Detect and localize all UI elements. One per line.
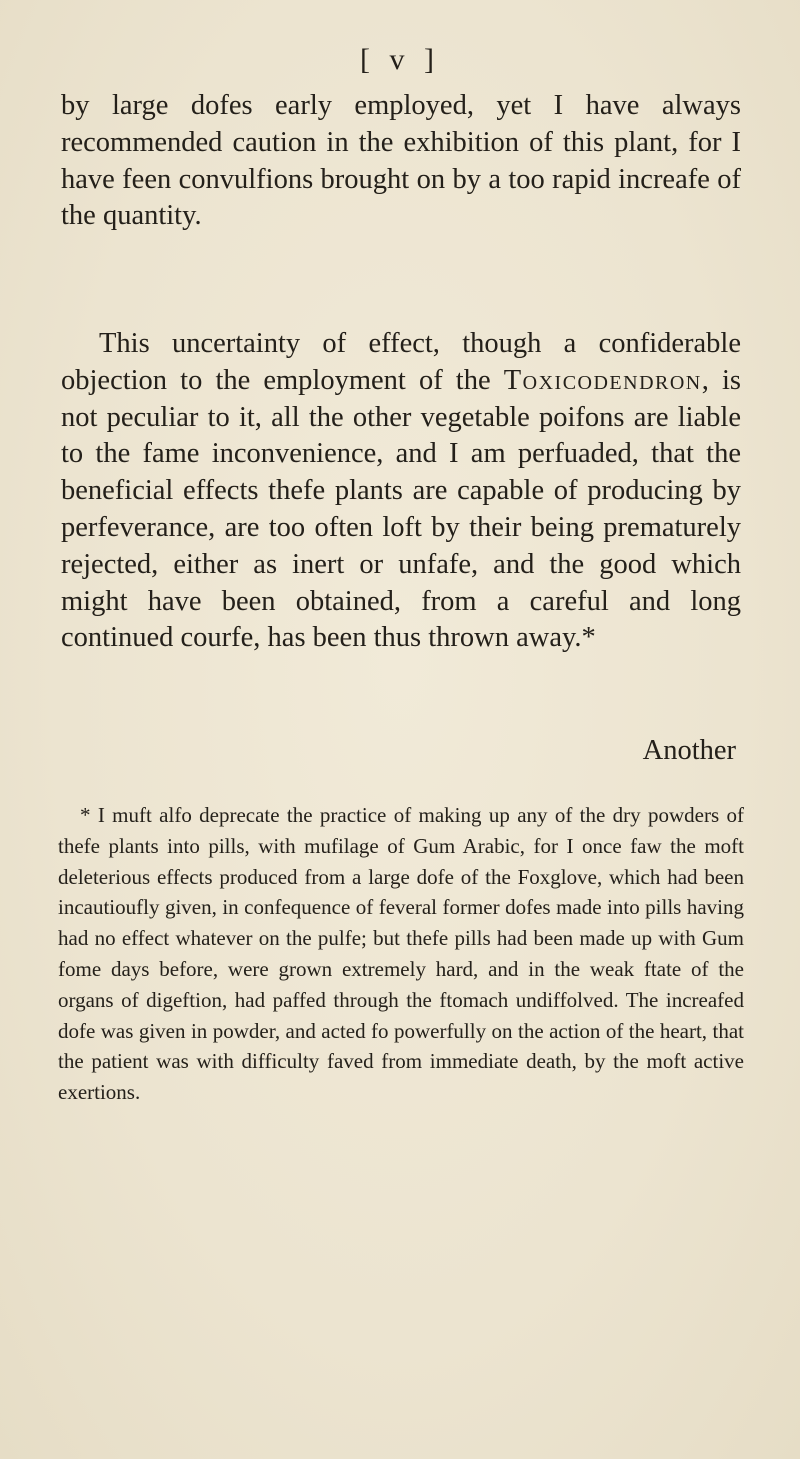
footnote: * I muft alfo deprecate the practice of making up any of the dry powders of thefe plants into pills, with mufilage of Gum Arabic, for I once faw the moft deleterious effects produced from a large dofe of the Foxglove, which had been incautioufly given, in confequence of feveral former dofes made into pills having had no effect whatever on the pulfe; but thefe pills had been made up with Gum fome days before, were grown extremely hard, and in the weak ftate of the organs of digeftion, had paffed through the ftomach undiffolved. The increafed dofe was given in powder, and acted fo powerfully on the action of the heart, that the patient was with difficulty faved from immediate death, by the moft active exertions. (58, 803, 744, 1105)
page-number: [ v ] (360, 43, 440, 76)
plant-name-smallcaps: Toxicodendron (503, 364, 702, 396)
paragraph-toxicodendron (61, 326, 741, 657)
catchword: Another (642, 735, 736, 766)
paragraph-continuation: by large dofes early employed, yet I have always recommended caution in the exhibition of this plant, for I have feen convulfions brought on by a too rapid increafe of the quantity. (61, 90, 741, 232)
paragraph-text-end: , is not peculiar to it, all the other vegetable poifons are liable to the fame inconvenience, and I am perfuaded, that the beneficial effects thefe plants are capable of producing by perfeverance, are too often loft by their being prematurely rejected, either as inert or unfafe, and the good which might have been obtained, from a careful and long continued courfe, has been thus thrown away.* (61, 364, 741, 654)
paragraph-text-start: This uncertainty of effect, though a confiderable objection to the employment of the (61, 328, 741, 396)
